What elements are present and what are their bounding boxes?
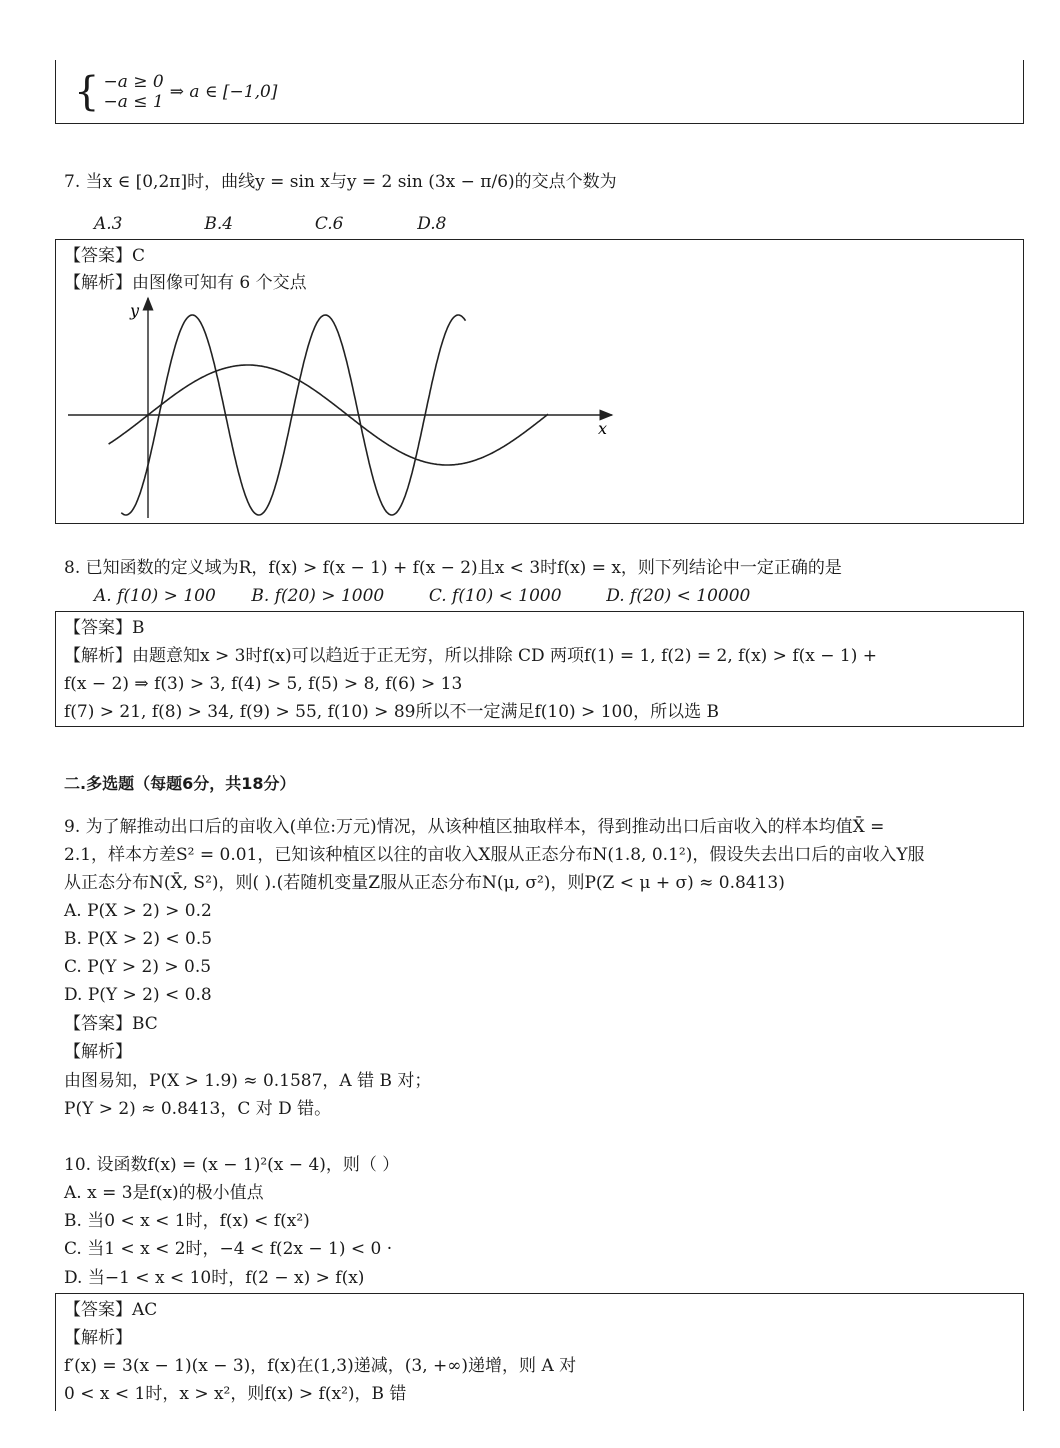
q9-analysis: 【解析】 — [64, 1042, 132, 1062]
q7-stem: 7. 当x ∈ [0,2π]时，曲线y = sin x与y = 2 sin (3x − π/6)的交点个数为 — [64, 172, 617, 192]
q10-analysis: 【解析】 — [64, 1328, 132, 1348]
q8-option-c: C. f(10) < 1000 — [428, 586, 562, 606]
q9-analysis-line1: 由图易知，P(X > 1.9) ≈ 0.1587，A 错 B 对； — [64, 1071, 432, 1091]
q7-options — [94, 212, 446, 236]
x-axis-label: x — [598, 419, 608, 438]
q9-option-b: B. P(X > 2) < 0.5 — [64, 929, 213, 949]
q7-option-c: C.6 — [314, 214, 344, 234]
q7-graph — [56, 290, 656, 522]
q8-option-d: D. f(20) < 10000 — [606, 586, 751, 606]
q10-stem: 10. 设函数f(x) = (x − 1)²(x − 4)，则（ ） — [64, 1155, 400, 1175]
y-axis-label: y — [130, 301, 140, 320]
q10-analysis-line1: f′(x) = 3(x − 1)(x − 3)，f(x)在(1,3)递减，(3, +∞)递增，则 A 对 — [64, 1356, 577, 1376]
q7-option-a: A.3 — [94, 214, 123, 234]
brace-line-1: −a ≥ 0 — [103, 72, 164, 92]
q7-analysis: 【解析】由图像可知有 6 个交点 — [64, 273, 307, 293]
q7-answer-box — [55, 239, 1024, 524]
prev-answer-box — [55, 60, 1024, 124]
q9-option-d: D. P(Y > 2) < 0.8 — [64, 985, 212, 1005]
q10-answer-box — [55, 1293, 1024, 1411]
q7-option-d: D.8 — [417, 214, 447, 234]
q8-options — [94, 584, 750, 608]
q8-option-b: B. f(20) > 1000 — [251, 586, 385, 606]
q10-option-d: D. 当−1 < x < 10时，f(2 − x) > f(x) — [64, 1268, 365, 1288]
q10-option-b: B. 当0 < x < 1时，f(x) < f(x²) — [64, 1211, 310, 1231]
q9-stem-line2: 2.1，样本方差S² = 0.01，已知该种植区以往的亩收入X服从正态分布N(1.8, 0.1²)，假设失去出口后的亩收入Y服 — [64, 845, 925, 865]
q9-option-c: C. P(Y > 2) > 0.5 — [64, 957, 212, 977]
q8-analysis-line3: f(7) > 21, f(8) > 34, f(9) > 55, f(10) > 89所以不一定满足f(10) > 100，所以选 B — [64, 702, 720, 722]
q9-stem-line3: 从正态分布N(X̄, S²)，则( ).(若随机变量Z服从正态分布N(μ, σ²)，则P(Z < μ + σ) ≈ 0.8413) — [64, 873, 785, 893]
left-brace: { — [74, 69, 100, 115]
q7-answer: 【答案】C — [64, 246, 146, 266]
q10-option-a: A. x = 3是f(x)的极小值点 — [64, 1183, 264, 1203]
q8-stem: 8. 已知函数的定义域为R，f(x) > f(x − 1) + f(x − 2)且x < 3时f(x) = x，则下列结论中一定正确的是 — [64, 558, 842, 578]
q9-analysis-line2: P(Y > 2) ≈ 0.8413，C 对 D 错。 — [64, 1099, 332, 1119]
section2-title: 二.多选题（每题6分，共18分） — [64, 774, 296, 793]
q8-analysis-line2: f(x − 2) ⇒ f(3) > 3, f(4) > 5, f(5) > 8, f(6) > 13 — [64, 674, 463, 694]
q8-analysis-line1: 【解析】由题意知x > 3时f(x)可以趋近于正无穷，所以排除 CD 两项f(1) = 1, f(2) = 2, f(x) > f(x − 1) + — [64, 646, 877, 666]
q8-answer-box — [55, 611, 1024, 727]
q8-answer: 【答案】B — [64, 618, 145, 638]
brace-result: ⇒ a ∈ [−1,0] — [169, 82, 278, 102]
q10-analysis-line2: 0 < x < 1时，x > x²，则f(x) > f(x²)，B 错 — [64, 1384, 407, 1404]
q7-option-b: B.4 — [204, 214, 234, 234]
q10-answer: 【答案】AC — [64, 1300, 158, 1320]
brace-system — [74, 69, 278, 115]
q10-option-c: C. 当1 < x < 2时，−4 < f(2x − 1) < 0 · — [64, 1239, 393, 1259]
q9-option-a: A. P(X > 2) > 0.2 — [64, 901, 212, 921]
q8-option-a: A. f(10) > 100 — [94, 586, 216, 606]
brace-line-2: −a ≤ 1 — [103, 92, 164, 112]
q9-answer: 【答案】BC — [64, 1014, 158, 1034]
q9-stem-line1: 9. 为了解推动出口后的亩收入(单位:万元)情况，从该种植区抽取样本，得到推动出口后亩收入的样本均值X̄ = — [64, 817, 885, 837]
